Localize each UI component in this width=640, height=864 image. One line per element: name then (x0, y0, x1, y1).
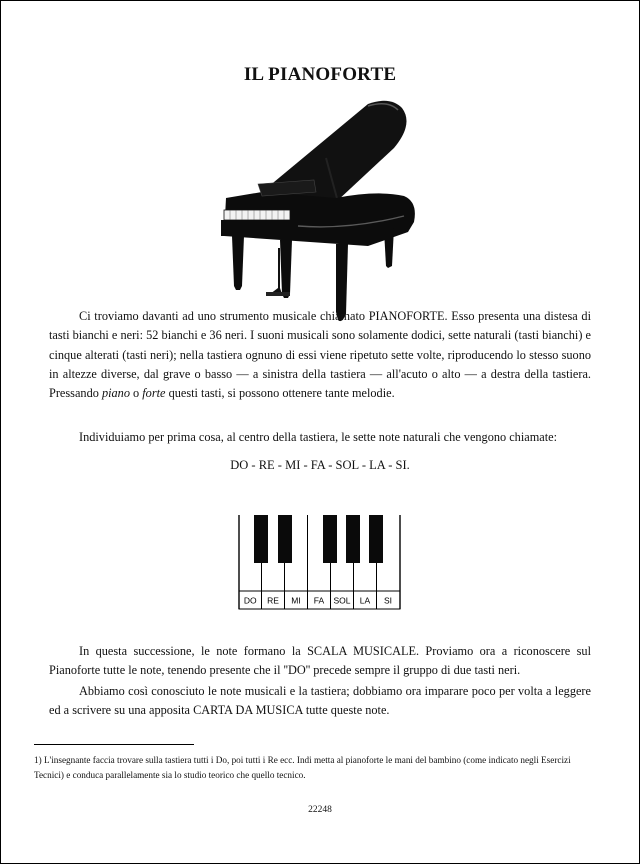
page-number: 22248 (308, 805, 332, 815)
intro-text-a: Ci troviamo davanti ad uno strumento musicale chiamato PIANOFORTE. Esso presenta una distesa di tasti bianchi e neri: 52 bianchi e 36 neri. I suoni musicali sono solamente dodici, sette naturali (tasti bianchi) e cinque alterati (tasti neri); nella tastiera ognuno di essi viene ripetuto sette volte, riproducendo lo stesso suono in altezze diverse, dal grave o basso — a sinistra della tastiera — all'acuto o alto — a destra della tastiera. Pressando (49, 309, 591, 401)
abbiamo-paragraph: Abbiamo così conosciuto le note musicali e la tastiera; dobbiamo ora imparare poco per volta a leggere ed a scrivere su una apposita CARTA DA MUSICA tutte queste note. (49, 684, 591, 718)
footnote-rule (34, 744, 194, 745)
grand-piano-illustration (218, 98, 428, 330)
intro-paragraph (49, 307, 591, 403)
key-label-la: LA (359, 595, 371, 606)
key-label-re: RE (267, 595, 279, 606)
keyboard-diagram (238, 513, 402, 611)
word-o: o (129, 386, 143, 401)
scale-note-names: DO - RE - MI - FA - SOL - LA - SI. (230, 458, 410, 472)
page-title: IL PIANOFORTE (243, 64, 397, 85)
word-piano: piano (101, 386, 130, 401)
key-label-fa: FA (313, 595, 325, 606)
footnote: 1) L'insegnante faccia trovare sulla tastiera tutti i Do, poi tutti i Re ecc. Indi metta al pianoforte le mani del bambino (come indicato negli Esercizi Tecnici) e conduca parallelamente sia lo studio teorico che quello tecnico. (34, 755, 571, 780)
key-label-sol: SOL (333, 595, 351, 606)
key-label-do: DO (243, 595, 257, 606)
word-forte: forte (142, 386, 166, 401)
intro-text-b: questi tasti, si possono ottenere tante melodie. (165, 386, 395, 401)
successione-paragraph: In questa successione, le note formano la SCALA MUSICALE. Proviamo ora a riconoscere sul Pianoforte tutte le note, tenendo presente che il ''DO'' precede sempre il gruppo di due tasti neri. (49, 644, 591, 678)
key-label-mi: MI (291, 595, 301, 606)
key-label-si: SI (383, 595, 393, 606)
individuiamo-paragraph: Individuiamo per prima cosa, al centro della tastiera, le sette note naturali che vengono chiamate: (79, 430, 558, 444)
